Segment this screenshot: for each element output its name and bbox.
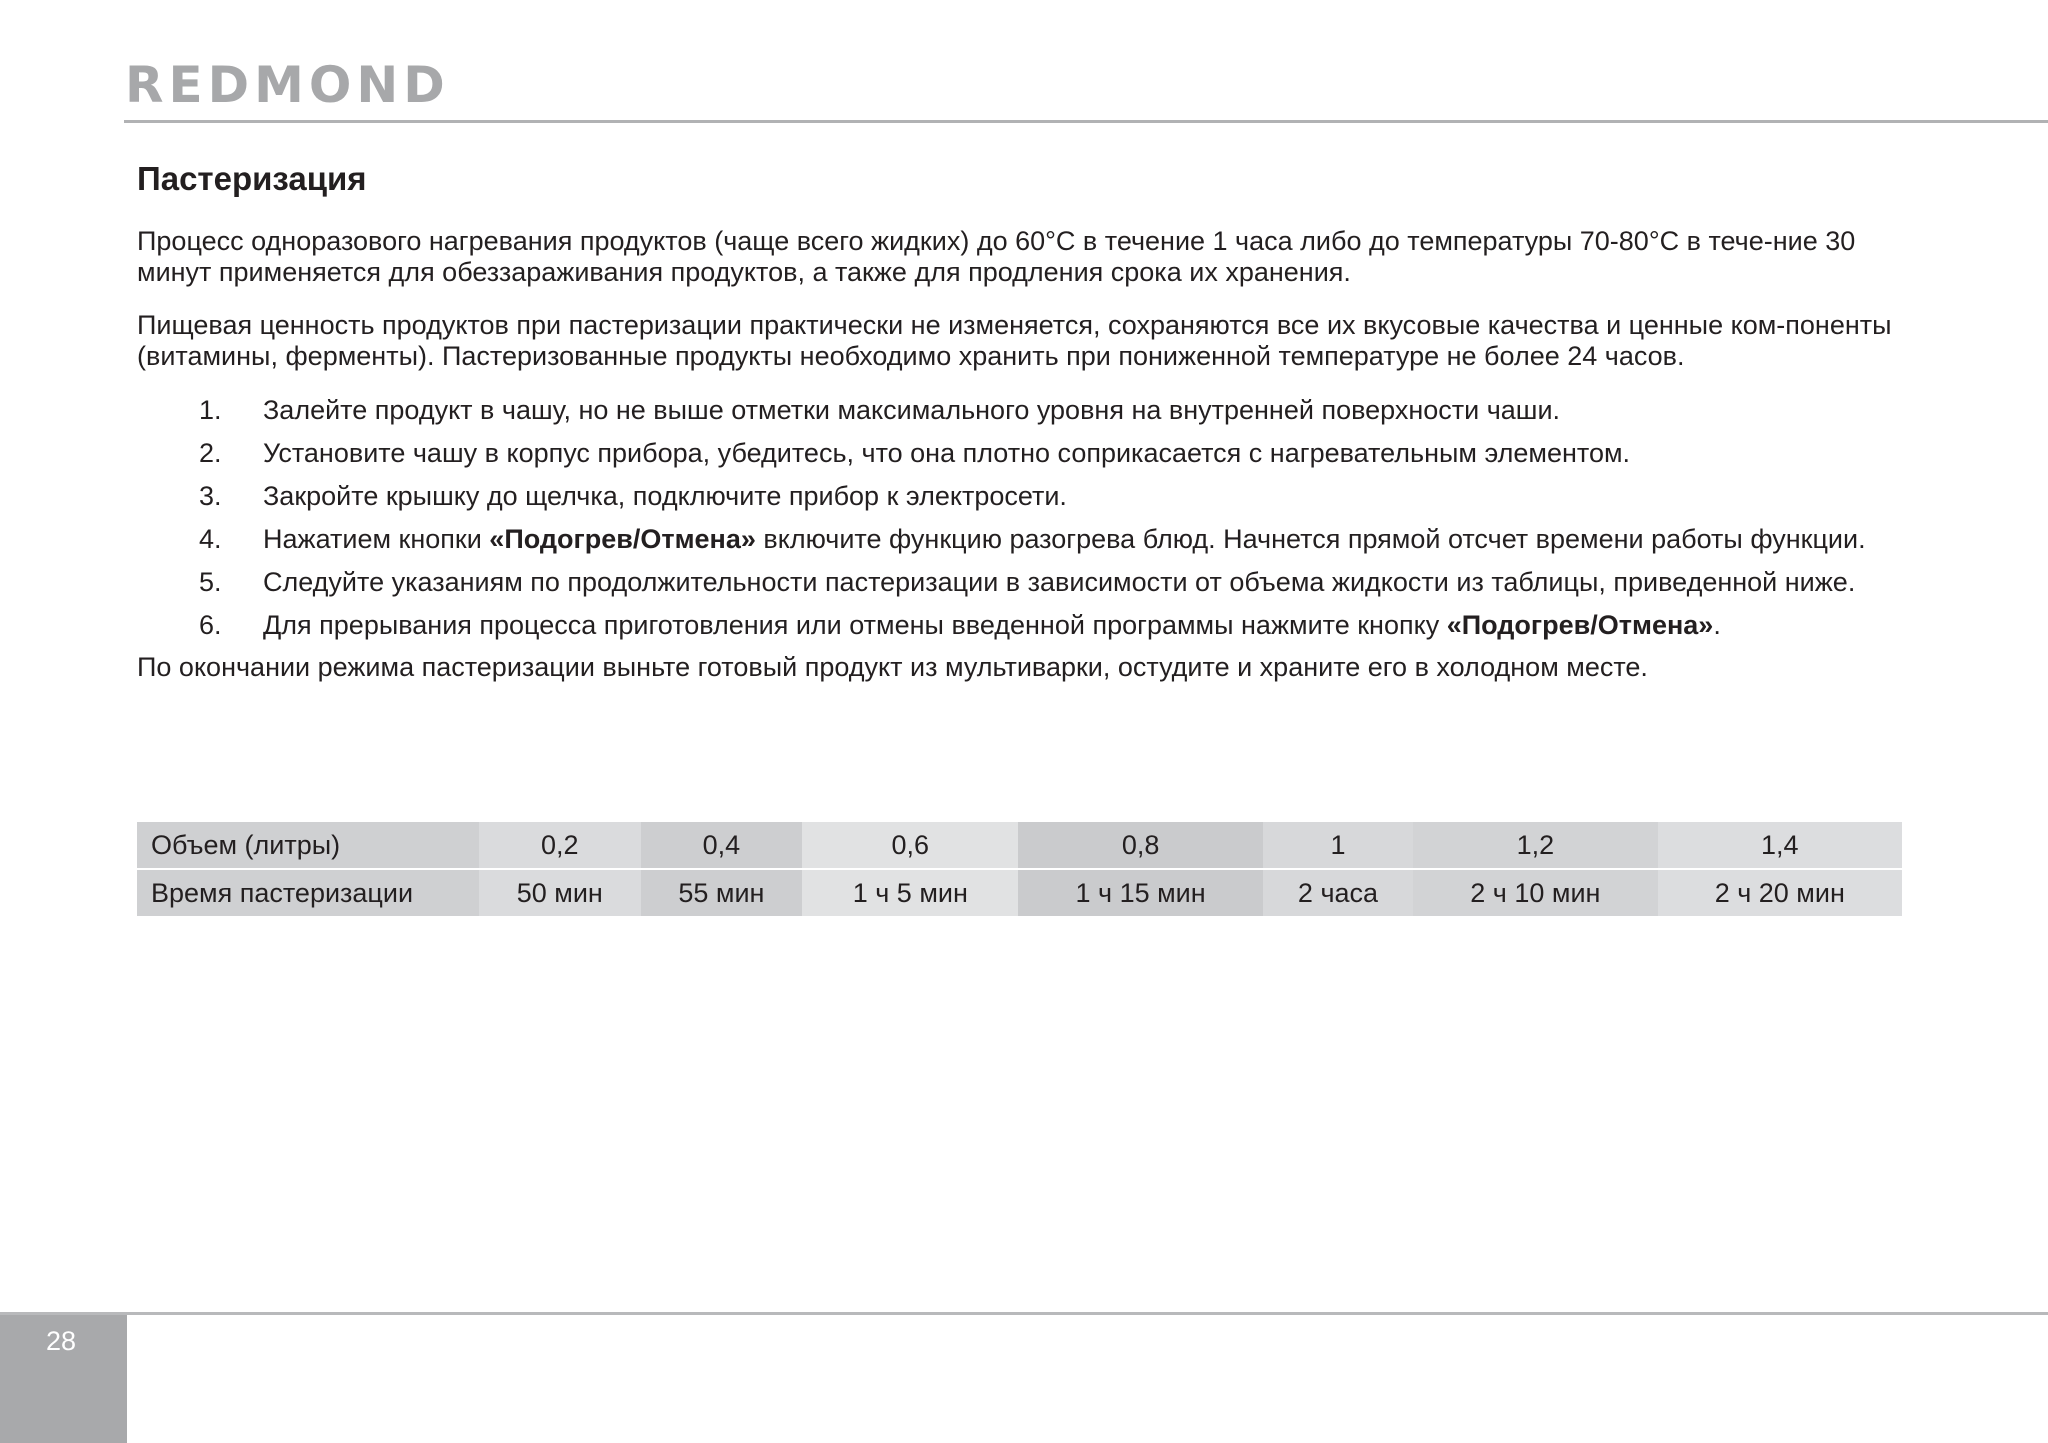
list-item [137,480,1897,512]
table-row [137,822,1902,869]
table-cell: 2 ч 10 мин [1413,869,1657,916]
button-name-bold: «Подогрев/Отмена» [489,524,756,554]
nutrition-paragraph: Пищевая ценность продуктов при пастеризации практически не изменяется, сохраняются все их вкусовые качества и ценные ком-поненты (витамины, ферменты). Пастеризованные продукты необходимо хранить при пониженной температуре не более 24 часов. [137,310,1892,371]
table-cell: 50 мин [479,869,641,916]
step-number: 2. [199,438,222,468]
step-text: Следуйте указаниям по продолжительности пастеризации в зависимости от объема жидкости из таблицы, приведенной ниже. [263,567,1856,597]
table-cell: 0,4 [641,822,803,869]
step-text: Установите чашу в корпус прибора, убедитесь, что она плотно соприкасается с нагревательным элементом. [263,438,1631,468]
page-number: 28 [46,1326,77,1356]
step-number: 6. [199,610,222,640]
table-cell: 0,2 [479,822,641,869]
row-label: Время пастеризации [137,869,479,916]
row-label: Объем (литры) [137,822,479,869]
table-cell: 1,2 [1413,822,1657,869]
steps-list [137,394,1897,641]
step-text-start: Для прерывания процесса приготовления или отмены введенной программы нажмите кнопку [263,610,1447,640]
table-cell: 2 ч 20 мин [1658,869,1902,916]
intro-paragraph: Процесс одноразового нагревания продуктов (чаще всего жидких) до 60°С в течение 1 часа либо до температуры 70-80°С в тече-ние 30 минут применяется для обеззараживания продуктов, а также для продления срока их хранения. [137,226,1856,287]
redmond-logo: REDMOND [125,56,450,114]
button-name-bold: «Подогрев/Отмена» [1446,610,1714,640]
table-cell: 1 ч 5 мин [802,869,1018,916]
list-item [137,566,1897,598]
table-cell: 55 мин [641,869,803,916]
pasteurization-section [137,158,1897,705]
step-text: Залейте продукт в чашу, но не выше отметки максимального уровня на внутренней поверхности чаши. [263,395,1561,425]
step-text: Закройте крышку до щелчка, подключите прибор к электросети. [263,481,1067,511]
step-number: 4. [199,524,222,554]
list-item [137,523,1897,555]
closing-paragraph: По окончании режима пастеризации выньте готовый продукт из мультиварки, остудите и храните его в холодном месте. [137,652,1648,682]
table-cell: 1 ч 15 мин [1018,869,1262,916]
list-item [137,609,1897,641]
step-number: 5. [199,567,222,597]
header-rule [124,120,2048,123]
step-text-end: . [1713,610,1721,640]
table-cell: 1 [1263,822,1413,869]
table-row [137,869,1902,916]
footer-rule [0,1312,2048,1315]
table-cell: 0,6 [802,822,1018,869]
table-cell: 0,8 [1018,822,1262,869]
section-title: Пастеризация [137,160,367,197]
list-item [137,437,1897,469]
table-cell: 1,4 [1658,822,1902,869]
pasteurization-table [137,822,1902,916]
step-text-end: включите функцию разогрева блюд. Начнется прямой отсчет времени работы функции. [755,524,1866,554]
step-text-start: Нажатием кнопки [263,524,490,554]
table-cell: 2 часа [1263,869,1413,916]
list-item [137,394,1897,426]
step-number: 3. [199,481,222,511]
step-number: 1. [199,395,222,425]
